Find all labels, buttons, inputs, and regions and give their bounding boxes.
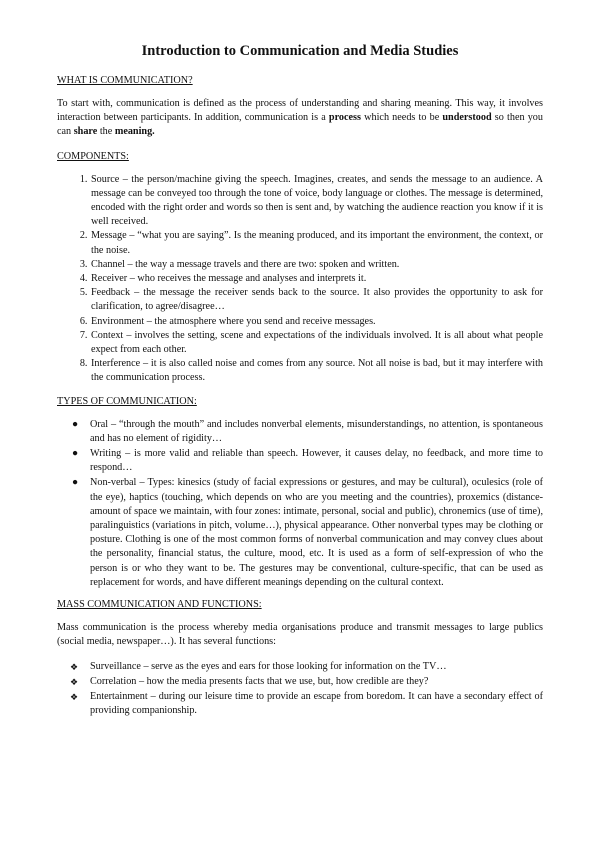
list-item: 4. Receiver – who receives the message and analyses and interprets it. (90, 272, 543, 286)
list-item: 5. Feedback – the message the receiver sends back to the source. It also provides the opportunity to ask for clarification, to agree/disagree… (90, 286, 543, 314)
bullet-icon: ● (72, 418, 79, 430)
bullet-icon: ● (72, 448, 79, 460)
list-item-text: Non-verbal – Types: kinesics (study of facial expressions or gestures, and may be cultural), oculesics (role of the eye), haptics (touching, which depends on who are you meeting and the countries), proxemics (distance-amount of space we maintain, with four zones: intimate, personal, social and public), chronemics (use of time), paralinguistics (variations in pitch, volume…), physical appearance. Other nonverbal types may be clothing or posture. Clothing is one of the most common forms of nonverbal communication and may convey clues about the personality, financial status, the culture, mood, etc. It is used as a form of self-expression of who the person is or who they want to be. The gestures may be conventional, culture-specific, that can be used as replacement for words, and have different meanings depending on the cultural context. (90, 477, 543, 588)
what-is-bold-process: process (328, 112, 361, 124)
what-is-bold-share: share (73, 126, 98, 138)
list-item (70, 675, 543, 689)
functions-list (57, 660, 543, 719)
list-item: 8. Interference – it is also called noise and comes from any source. Not all noise is bad, but it may interfere with the communication process. (90, 357, 543, 385)
list-item-text: Surveillance – serve as the eyes and ears for those looking for information on the TV… (90, 660, 447, 672)
document-title: Introduction to Communication and Media Studies (141, 43, 459, 59)
list-item (72, 447, 543, 475)
what-is-text-2: which needs to be (360, 112, 443, 124)
bullet-icon: ● (72, 477, 79, 489)
what-is-paragraph (57, 97, 543, 140)
list-item: 1. Source – the person/machine giving the speech. Imagines, creates, and sends the message to an audience. A message can be conveyed too through the tone of voice, body language or clothes. The message is determined, encoded with the right order and words so then is sent and, by watching the audience reaction you know if it is well received. (90, 173, 543, 230)
diamond-bullet-icon: ❖ (70, 661, 79, 672)
list-item (72, 418, 543, 446)
what-is-text-3: so then you can (57, 112, 543, 138)
list-item: 3. Channel – the way a message travels and there are two: spoken and written. (90, 258, 543, 272)
what-is-bold-understood: understood (442, 112, 492, 124)
list-item (70, 690, 543, 718)
list-item-text: Oral – “through the mouth” and includes nonverbal elements, misunderstandings, no attention, is spontaneous and has no element of rigidity… (90, 418, 543, 444)
types-heading: TYPES OF COMMUNICATION: (57, 395, 197, 407)
what-is-text-4: the (97, 126, 115, 138)
list-item: 7. Context – involves the setting, scene and expectations of the individuals involved. It is all about what people expect from each other. (90, 329, 543, 357)
what-is-bold-meaning: meaning. (114, 126, 155, 138)
list-item: 6. Environment – the atmosphere where you send and receive messages. (90, 315, 543, 329)
what-is-text-1: To start with, communication is defined as the process of understanding and sharing meaning. This way, it involves interaction between participants. In addition, communication is a (57, 98, 543, 124)
diamond-bullet-icon: ❖ (70, 676, 79, 687)
list-item-text: Entertainment – during our leisure time to provide an escape from boredom. It can have a secondary effect of providing companionship. (90, 690, 543, 717)
list-item (72, 476, 543, 590)
mass-heading: MASS COMMUNICATION AND FUNCTIONS: (57, 599, 262, 611)
types-list (57, 418, 543, 590)
list-item (70, 660, 543, 674)
list-item-text: Correlation – how the media presents facts that we use, but, how credible are they? (90, 675, 429, 687)
components-list (57, 173, 543, 386)
what-is-heading: WHAT IS COMMUNICATION? (57, 75, 193, 86)
list-item-text: Writing – is more valid and reliable than speech. However, it causes delay, no feedback, and more time to respond… (90, 448, 543, 474)
diamond-bullet-icon: ❖ (70, 691, 79, 702)
mass-intro: Mass communication is the process whereby media organisations produce and transmit messages to large publics (social media, newspaper…). It has several functions: (57, 622, 543, 648)
list-item: 2. Message – “what you are saying”. Is the meaning produced, and its important the environment, the context, or the noise. (90, 229, 543, 257)
components-heading: COMPONENTS: (57, 150, 129, 162)
